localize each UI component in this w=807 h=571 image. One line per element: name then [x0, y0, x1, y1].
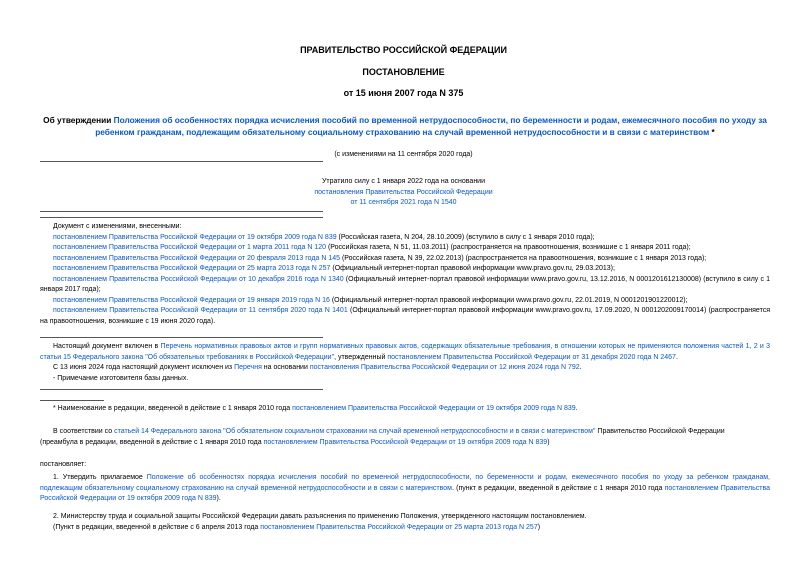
federal-law-link[interactable]: статьей 14 Федерального закона "Об обязательном социальном страховании на случай временной нетрудоспособности и в связи с материнством" [114, 428, 596, 435]
divider [40, 217, 323, 218]
changes-item-text: (Официальный интернет-портал правовой информации www.pravo.gov.ru, 17.09.2020, N 0001202009170014) (распространяется на правоотношения, возникшие с 19 июня 2020 года). [40, 307, 770, 325]
changes-item [40, 233, 770, 244]
text: ) [547, 438, 550, 446]
changes-item-link[interactable]: постановлением Правительства Российской Федерации от 10 декабря 2016 года N 1340 [53, 275, 344, 283]
title-star: * [709, 127, 715, 137]
exclusion-paragraph [40, 363, 770, 374]
basis-amendment [40, 438, 770, 449]
regulation-link[interactable]: Положение об особенностях порядка исчисления пособий по временной нетрудоспособности, по беременности и родам, ежемесячного пособия по уходу за ребенком гражданам, подлежащим обязательному социальному страхованию на случай временной нетрудоспособности и в связи с материнством [40, 474, 770, 492]
amended-note: (с изменениями на 11 сентября 2020 года) [334, 151, 473, 158]
changes-list [40, 222, 770, 327]
expired-link-2[interactable]: от 11 сентября 2021 года N 1540 [350, 199, 457, 206]
resolution-2467-link[interactable]: постановлением Правительства Российской Федерации от 31 декабря 2020 года N 2467 [387, 353, 676, 361]
resolves-word: постановляет: [40, 461, 87, 468]
text: Настоящий документ включен в [53, 343, 161, 350]
text: . [675, 353, 678, 361]
changes-item-link[interactable]: постановлением Правительства Российской Федерации от 1 марта 2011 года N 120 [53, 244, 327, 251]
text: * Наименование в редакции, введенной в действие с 1 января 2010 года [53, 405, 293, 412]
text: . [579, 364, 582, 371]
resolution-792-link[interactable]: постановления Правительства Российской Федерации от 12 июня 2024 года N 792 [309, 364, 580, 371]
divider [40, 389, 323, 390]
text: С 13 июня 2024 года настоящий документ исключен из [53, 364, 235, 371]
changes-item-text: (Российская газета, N 39, 22.02.2013) (распространяется на правоотношения, возникшие с 1 января 2013 года); [340, 254, 707, 262]
doc-title [40, 114, 770, 138]
divider [40, 337, 323, 338]
footnote [53, 404, 770, 415]
text: , утвержденный [334, 353, 388, 361]
changes-item-text: (Официальный интернет-портал правовой информации www.pravo.gov.ru, 22.01.2019, N 0001201901220012); [329, 296, 688, 304]
divider [40, 161, 323, 162]
changes-item-link[interactable]: постановлением Правительства Российской Федерации от 19 января 2019 года N 16 [53, 296, 330, 304]
text: 1. Утвердить прилагаемое [53, 474, 147, 481]
changes-item [40, 275, 770, 296]
gov-heading: ПРАВИТЕЛЬСТВО РОССИЙСКОЙ ФЕДЕРАЦИИ [300, 45, 507, 55]
expired-link-1[interactable]: постановления Правительства Российской Федерации [314, 188, 493, 196]
changes-item [40, 296, 770, 307]
changes-item-link[interactable]: постановлением Правительства Российской Федерации от 11 сентября 2020 года N 1401 [53, 307, 348, 314]
footnote-link[interactable]: постановлением Правительства Российской Федерации от 19 октября 2009 года N 839 [292, 405, 576, 412]
doc-date-heading: от 15 июня 2007 года N 375 [343, 88, 464, 98]
text: ) [537, 523, 541, 531]
changes-item-link[interactable]: постановлением Правительства Российской Федерации от 25 марта 2013 года N 257 [53, 265, 331, 272]
changes-item-text: (Официальный интернет-портал правовой информации www.pravo.gov.ru, 29.03.2013); [330, 265, 615, 272]
perechen-block [40, 342, 770, 384]
perechen-paragraph [40, 342, 770, 363]
doc-type-heading: ПОСТАНОВЛЕНИЕ [362, 67, 445, 77]
perechen-link[interactable]: Перечень нормативных правовых актов и групп нормативных правовых актов, содержащих обязательные требования, в отношении которых не применяются положения частей 1, 2 и 3 статьи 15 Федерального закона "Об обязательных требованиях в Российской Федерации" [40, 343, 770, 361]
changes-item [40, 264, 770, 275]
text: (Пункт в редакции, введенной в действие с 6 апреля 2013 года [53, 523, 261, 531]
changes-item [40, 243, 770, 254]
divider [40, 211, 323, 212]
item-1 [40, 473, 770, 505]
changes-item-text: (Российская газета, N 204, 28.10.2009) (вступило в силу с 1 января 2010 года); [336, 233, 595, 241]
changes-item-text: (Официальный интернет-портал правовой информации www.pravo.gov.ru, 13.12.2016, N 0001201612130008) (вступило в силу с 1 января 2017 года); [40, 275, 770, 293]
text: . (пункт в редакции, введенной в действие с 1 января 2010 года [451, 484, 665, 492]
expired-line-1: Утратило силу с 1 января 2022 года на основании [321, 178, 486, 185]
footnote-divider [40, 400, 104, 401]
item-1-amendment-link[interactable]: постановлением Правительства Российской Федерации от 19 октября 2009 года N 839 [40, 484, 770, 502]
text: . [575, 405, 578, 412]
perechen-short-link[interactable]: Перечня [234, 364, 262, 371]
changes-item [40, 306, 770, 327]
title-prefix: Об утверждении [43, 115, 114, 125]
basis-paragraph [40, 427, 770, 438]
text: ). [216, 495, 221, 502]
item-2: 2. Министерству труда и социальной защиты Российской Федерации давать разъяснения по применению Положения, утвержденного настоящим постановлением. [53, 513, 587, 520]
text: на основании [261, 364, 310, 371]
changes-item-link[interactable]: постановлением Правительства Российской Федерации от 20 февраля 2013 года N 145 [53, 254, 340, 262]
preamble-amendment-link[interactable]: постановлением Правительства Российской Федерации от 19 октября 2009 года N 839 [263, 438, 548, 446]
title-link[interactable]: Положения об особенностях порядка исчисления пособий по временной нетрудоспособности, по беременности и родам, ежемесячного пособия по уходу за ребенком гражданам, подлежащим обязательному социальному страхованию на случай временной нетрудоспособности и в связи с материнством [95, 115, 767, 137]
text: В соответствии со [53, 428, 115, 435]
changes-item-text: (Российская газета, N 51, 11.03.2011) (распространяется на правоотношения, возникшие с 1 января 2011 года); [326, 244, 691, 251]
text: (преамбула в редакции, введенной в действие с 1 января 2010 года [40, 438, 264, 446]
changes-item [40, 254, 770, 265]
expired-notice [200, 177, 607, 209]
changes-intro: Документ с изменениями, внесенными: [53, 223, 182, 230]
item-2-amendment [53, 523, 770, 534]
changes-item-link[interactable]: постановлением Правительства Российской Федерации от 19 октября 2009 года N 839 [53, 233, 337, 241]
item-2-amendment-link[interactable]: постановлением Правительства Российской Федерации от 25 марта 2013 года N 257 [260, 523, 538, 531]
db-note: - Примечание изготовителя базы данных. [53, 374, 189, 382]
text: Правительство Российской Федерации [595, 428, 725, 435]
